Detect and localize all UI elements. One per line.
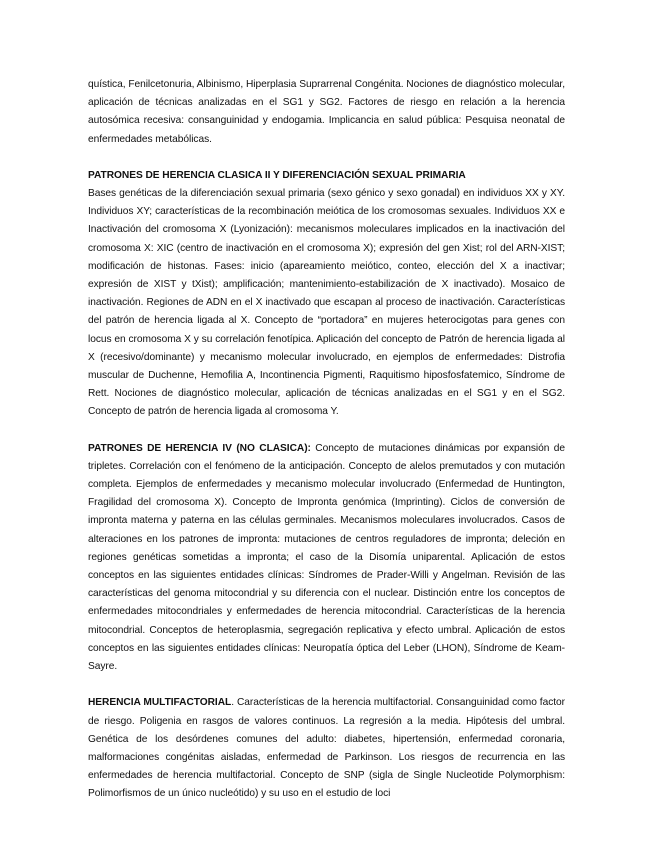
intro-text: quística, Fenilcetonuria, Albinismo, Hiperplasia Suprarrenal Congénita. Nociones de diagnóstico molecular, aplicación de técnicas analizadas en el SG1 y SG2. Factores de riesgo en relación a la herencia autosómica recesiva: consanguinidad y endogamia. Implicancia en salud pública: Pesquisa neonatal de enfermedades metabólicas. bbox=[88, 79, 565, 145]
section-title: HERENCIA MULTIFACTORIAL bbox=[88, 697, 232, 709]
section-title: PATRONES DE HERENCIA IV (NO CLASICA): bbox=[88, 442, 311, 454]
section-body-text: Bases genéticas de la diferenciación sexual primaria (sexo génico y sexo gonadal) en individuos XX y XY. Individuos XY; características de la recombinación meiótica de los cromosomas sexuales. Individuos XX e Inactivación del cromosoma X (Lyonización): mecanismos moleculares implicados en la inactivación del cromosoma X: XIC (centro de inactivación en el cromosoma X); expresión del gen Xist; rol del ARN-XIST; modificación de histonas. Fases: inicio (apareamiento meiótico, conteo, elección del X a inactivar; expresión de XIST y tXist); amplificación; mantenimiento-estabilización de X inactivado). Mosaico de inactivación. Regiones de ADN en el X inactivado que escapan al proceso de inactivación. Características del patrón de herencia ligada al X. Concepto de “portadora” en mujeres heterocigotas para genes con locus en cromosoma X y su correlación fenotípica. Aplicación del concepto de Patrón de herencia ligada al X (recesivo/dominante) y mecanismo molecular involucrado, en ejemplos de enfermedades: Distrofia muscular de Duchenne, Hemofilia A, Incontinencia Pigmenti, Raquitismo hiposfosfatemico, Síndrome de Rett. Nociones de diagnóstico molecular, aplicación de técnicas analizadas en el SG1 y en el SG2. Concepto de patrón de herencia ligada al cromosoma Y. bbox=[88, 188, 565, 418]
section-body-herencia-clasica-ii bbox=[88, 185, 565, 422]
section-gap bbox=[88, 149, 565, 167]
document-page bbox=[88, 76, 565, 804]
section-herencia-iv bbox=[88, 440, 565, 677]
section-body-text: Concepto de mutaciones dinámicas por expansión de tripletes. Correlación con el fenómeno de la anticipación. Concepto de alelos premutados y con mutación completa. Ejemplos de enfermedades y mecanismo molecular involucrado (Enfermedad de Huntington, Fragilidad del cromosoma X). Concepto de Impronta genómica (Imprinting). Ciclos de conversión de impronta materna y paterna en las células germinales. Mecanismos moleculares involucrados. Casos de alteraciones en los patrones de impronta: mutaciones de centros reguladores de impronta; deleción en regiones genéticas sometidas a impronta; el caso de la Disomía uniparental. Aplicación de estos conceptos en las siguientes entidades clínicas: Síndromes de Prader-Willi y Angelman. Revisión de las características del genoma mitocondrial y su diferencia con el nuclear. Distinción entre los conceptos de enfermedades mitocondriales y enfermedades de herencia mitocondrial. Características de la herencia mitocondrial. Conceptos de heteroplasmia, segregación replicativa y efecto umbral. Aplicación de estos conceptos en las siguientes entidades clínicas: Neuropatía óptica del Leber (LHON), Síndrome de Keam-Sayre. bbox=[88, 442, 566, 673]
section-gap bbox=[88, 422, 565, 440]
section-title: PATRONES DE HERENCIA CLASICA II Y DIFERENCIACIÓN SEXUAL PRIMARIA bbox=[88, 169, 466, 181]
section-gap bbox=[88, 676, 565, 694]
section-body-text: . Características de la herencia multifactorial. Consanguinidad como factor de riesgo. Poligenia en rasgos de valores continuos. La regresión a la media. Hipótesis del umbral. Genética de los desórdenes comunes del adulto: diabetes, hipertensión, enfermedad coronaria, malformaciones congénitas aisladas, enfermedad de Parkinson. Los riesgos de recurrencia en las enfermedades de herencia multifactorial. Concepto de SNP (sigla de Single Nucleotide Polymorphism: Polimorfismos de un único nucleótido) y su uso en el estudio de loci bbox=[88, 697, 565, 800]
section-herencia-multifactorial bbox=[88, 694, 565, 803]
section-heading-herencia-clasica-ii bbox=[88, 167, 565, 185]
intro-paragraph bbox=[88, 76, 565, 149]
